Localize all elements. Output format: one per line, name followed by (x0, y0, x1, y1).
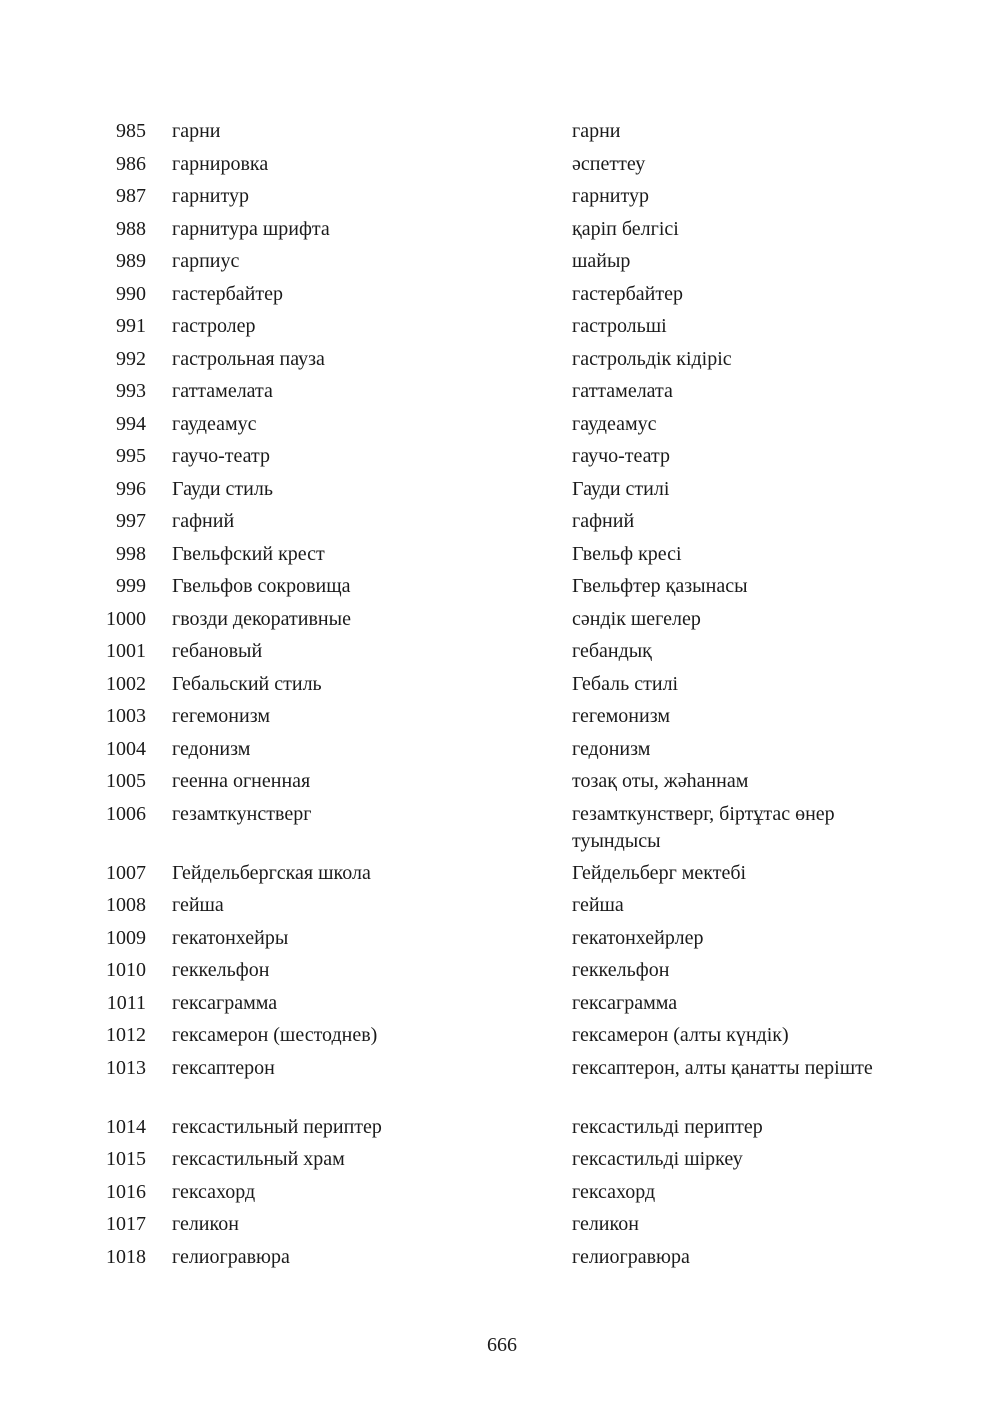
entry-number: 1018 (106, 1245, 146, 1268)
russian-term: гексаптерон (172, 1056, 275, 1079)
entry-row (0, 344, 1004, 377)
entry-row (0, 181, 1004, 214)
kazakh-term: Гебаль стилі (572, 672, 679, 695)
kazakh-term: гаттамелата (572, 380, 673, 402)
kazakh-term: шайыр (572, 250, 631, 272)
entry-row (0, 1242, 1004, 1275)
russian-term: гвозди декоративные (172, 607, 351, 630)
entry-row (0, 734, 1004, 767)
kazakh-term: гексамерон (алты күндік) (572, 1024, 789, 1046)
entry-row (0, 571, 1004, 604)
kazakh-term: гегемонизм (572, 705, 670, 727)
kazakh-term: Гвельфтер қазынасы (572, 575, 748, 597)
kazakh-term: Гвельф кресі (572, 542, 682, 565)
russian-term: гелиогравюра (172, 1245, 290, 1268)
entry-number: 1008 (106, 894, 146, 916)
kazakh-term: гелиогравюра (572, 1245, 690, 1268)
russian-term: гексаграмма (172, 991, 278, 1014)
kazakh-term: гексаптерон, алты қанатты періште (572, 1056, 873, 1079)
entry-number: 995 (116, 445, 146, 467)
kazakh-term: гейша (572, 894, 624, 916)
kazakh-term: гексастильді шіркеу (572, 1148, 743, 1170)
entry-number: 994 (116, 412, 146, 435)
russian-term: гастрольная пауза (172, 347, 325, 370)
entry-row (0, 701, 1004, 734)
entry-number: 1003 (106, 705, 146, 727)
kazakh-term: геликон (572, 1213, 639, 1235)
entry-row (0, 441, 1004, 474)
entry-row (0, 923, 1004, 956)
kazakh-term: Гауди стилі (572, 477, 670, 500)
kazakh-term: гедонизм (572, 737, 651, 760)
entry-number: 996 (116, 477, 146, 500)
entry-row (0, 1112, 1004, 1145)
entry-number: 988 (116, 217, 146, 240)
kazakh-term: әспеттеу (572, 152, 646, 175)
entry-number: 989 (116, 250, 146, 272)
entry-row (0, 636, 1004, 669)
entry-row (0, 988, 1004, 1021)
entry-number: 1013 (106, 1056, 146, 1079)
entry-number: 1009 (106, 926, 146, 949)
kazakh-term: гекатонхейрлер (572, 926, 704, 949)
kazakh-term: гексахорд (572, 1180, 656, 1203)
entry-number: 1011 (106, 991, 146, 1014)
russian-term: гафний (172, 510, 235, 532)
entry-row (0, 766, 1004, 799)
entry-row (0, 1053, 1004, 1112)
kazakh-term: гаучо-театр (572, 445, 670, 467)
entry-row (0, 376, 1004, 409)
russian-term: гаттамелата (172, 380, 273, 402)
russian-term: гексастильный периптер (172, 1115, 382, 1138)
russian-term: гегемонизм (172, 705, 270, 727)
russian-term: гейша (172, 894, 224, 916)
kazakh-term: сәндік шегелер (572, 607, 701, 630)
entry-row (0, 799, 1004, 858)
russian-term: гарнировка (172, 152, 269, 175)
kazakh-term: тозақ оты, жәһаннам (572, 770, 749, 792)
kazakh-term: гексастильді периптер (572, 1115, 763, 1138)
entry-row (0, 604, 1004, 637)
entry-row (0, 149, 1004, 182)
russian-term: геккельфон (172, 959, 270, 981)
entry-row (0, 890, 1004, 923)
russian-term: гедонизм (172, 737, 251, 760)
russian-term: гаучо-театр (172, 445, 270, 467)
entry-number: 999 (116, 575, 146, 597)
kazakh-term: гексаграмма (572, 991, 678, 1014)
entry-row (0, 214, 1004, 247)
kazakh-term: гарни (572, 120, 621, 142)
russian-term: гарпиус (172, 250, 240, 272)
entry-number: 991 (116, 315, 146, 337)
entry-number: 1001 (106, 640, 146, 662)
russian-term: гезамткунстверг (172, 802, 312, 825)
entry-row (0, 311, 1004, 344)
entry-number: 986 (116, 152, 146, 175)
entry-number: 1006 (106, 802, 146, 825)
russian-term: гарни (172, 120, 221, 142)
entry-number: 1012 (106, 1024, 146, 1046)
russian-term: геликон (172, 1213, 239, 1235)
russian-term: гексамерон (шестоднев) (172, 1024, 378, 1046)
entry-row (0, 669, 1004, 702)
entry-row (0, 955, 1004, 988)
kazakh-term: гезамткунстверг, біртұтас өнер туындысы (572, 802, 835, 852)
entry-row (0, 1144, 1004, 1177)
kazakh-term: гаудеамус (572, 412, 657, 435)
russian-term: гекатонхейры (172, 926, 289, 949)
entry-row (0, 539, 1004, 572)
kazakh-term: геккельфон (572, 959, 670, 981)
entry-row (0, 858, 1004, 891)
entry-row (0, 506, 1004, 539)
russian-term: гексастильный храм (172, 1148, 345, 1170)
entry-row (0, 1209, 1004, 1242)
kazakh-term: гастрольші (572, 315, 667, 337)
entry-number: 1002 (106, 672, 146, 695)
kazakh-term: гарнитур (572, 185, 649, 207)
russian-term: Гвельфский крест (172, 542, 325, 565)
kazakh-term: гафний (572, 510, 635, 532)
entry-row (0, 1177, 1004, 1210)
entry-number: 1010 (106, 959, 146, 981)
russian-term: гастербайтер (172, 282, 283, 305)
russian-term: геенна огненная (172, 770, 311, 792)
russian-term: гексахорд (172, 1180, 256, 1203)
entry-row (0, 409, 1004, 442)
entry-number: 1000 (106, 607, 146, 630)
kazakh-term: қаріп белгісі (572, 217, 679, 240)
russian-term: Гауди стиль (172, 477, 273, 500)
russian-term: Гебальский стиль (172, 672, 322, 695)
entry-row (0, 474, 1004, 507)
entry-number: 990 (116, 282, 146, 305)
russian-term: Гвельфов сокровища (172, 575, 351, 597)
russian-term: Гейдельбергская школа (172, 861, 371, 884)
kazakh-term: гастрольдік кідіріс (572, 347, 732, 370)
kazakh-term: гебандық (572, 640, 652, 662)
russian-term: гарнитура шрифта (172, 217, 330, 240)
entry-number: 993 (116, 380, 146, 402)
entry-row (0, 279, 1004, 312)
entry-number: 1016 (106, 1180, 146, 1203)
entry-row (0, 1020, 1004, 1053)
entry-number: 1005 (106, 770, 146, 792)
russian-term: гаудеамус (172, 412, 257, 435)
russian-term: гебановый (172, 640, 263, 662)
dictionary-entries (0, 116, 1004, 1274)
russian-term: гарнитур (172, 185, 249, 207)
kazakh-term: Гейдельберг мектебі (572, 861, 747, 884)
entry-number: 1007 (106, 861, 146, 884)
entry-number: 998 (116, 542, 146, 565)
entry-row (0, 246, 1004, 279)
entry-number: 992 (116, 347, 146, 370)
entry-row (0, 116, 1004, 149)
entry-number: 987 (116, 185, 146, 207)
kazakh-term: гастербайтер (572, 282, 683, 305)
entry-number: 1014 (106, 1115, 146, 1138)
entry-number: 1017 (106, 1213, 146, 1235)
entry-number: 1004 (106, 737, 146, 760)
page-number: 666 (487, 1334, 517, 1356)
entry-number: 985 (116, 120, 146, 142)
entry-number: 997 (116, 510, 146, 532)
russian-term: гастролер (172, 315, 256, 337)
entry-number: 1015 (106, 1148, 146, 1170)
